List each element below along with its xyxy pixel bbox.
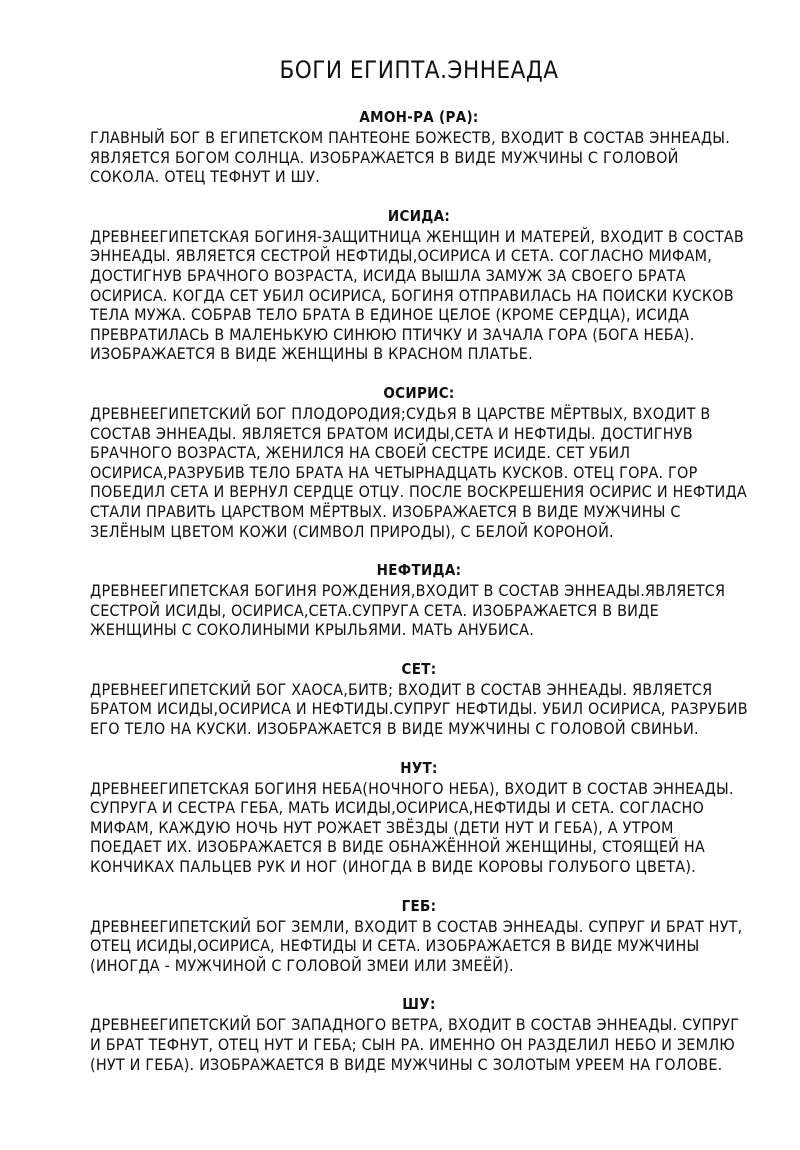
- entry-neftida: [90, 561, 748, 640]
- entry-heading: ОСИРИС:: [383, 383, 455, 402]
- page-title: БОГИ ЕГИПТА.ЭННЕАДА: [279, 56, 559, 84]
- entry-isida: [90, 207, 748, 364]
- entry-heading: ИСИДА:: [387, 206, 451, 225]
- entry-body: ДРЕВНЕЕГИПЕТСКАЯ БОГИНЯ-ЗАЩИТНИЦА ЖЕНЩИН И МАТЕРЕЙ, ВХОДИТ В СОСТАВ ЭННЕАДЫ. ЯВЛЯЕТСЯ СЕСТРОЙ НЕФТИДЫ,ОСИРИСА И СЕТА. СОГЛАСНО МИФАМ, ДОСТИГНУВ БРАЧНОГО ВОЗРАСТА, ИСИДА ВЫШЛА ЗАМУЖ ЗА СВОЕГО БРАТА ОСИРИСА. КОГДА СЕТ УБИЛ ОСИРИСА, БОГИНЯ ОТПРАВИЛАСЬ НА ПОИСКИ КУСКОВ ТЕЛА МУЖА. СОБРАВ ТЕЛО БРАТА В ЕДИНОЕ ЦЕЛОЕ (КРОМЕ СЕРДЦА), ИСИДА ПРЕВРАТИЛАСЬ В МАЛЕНЬКУЮ СИНЮЮ ПТИЧКУ И ЗАЧАЛА ГОРА (БОГА НЕБА). ИЗОБРАЖАЕТСЯ В ВИДЕ ЖЕНЩИНЫ В КРАСНОМ ПЛАТЬЕ.: [90, 226, 744, 364]
- entry-amon-ra: [90, 108, 748, 187]
- entry-heading: НЕФТИДА:: [376, 561, 462, 580]
- entry-geb: [90, 897, 748, 976]
- entry-heading: ШУ:: [402, 995, 436, 1014]
- entry-heading: НУТ:: [400, 758, 438, 777]
- entry-shu: [90, 995, 748, 1074]
- entry-body: ГЛАВНЫЙ БОГ В ЕГИПЕТСКОМ ПАНТЕОНЕ БОЖЕСТВ, ВХОДИТ В СОСТАВ ЭННЕАДЫ. ЯВЛЯЕТСЯ БОГОМ СОЛНЦА. ИЗОБРАЖАЕТСЯ В ВИДЕ МУЖЧИНЫ С ГОЛОВОЙ СОКОЛА. ОТЕЦ ТЕФНУТ И ШУ.: [90, 128, 730, 187]
- entry-body: ДРЕВНЕЕГИПЕТСКИЙ БОГ ХАОСА,БИТВ; ВХОДИТ В СОСТАВ ЭННЕАДЫ. ЯВЛЯЕТСЯ БРАТОМ ИСИДЫ,ОСИРИСА И НЕФТИДЫ.СУПРУГ НЕФТИДЫ. УБИЛ ОСИРИСА, РАЗРУБИВ ЕГО ТЕЛО НА КУСКИ. ИЗОБРАЖАЕТСЯ В ВИДЕ МУЖЧИНЫ С ГОЛОВОЙ СВИНЬИ.: [90, 679, 748, 739]
- entry-nut: [90, 759, 748, 877]
- entry-body: ДРЕВНЕЕГИПЕТСКИЙ БОГ ЗАПАДНОГО ВЕТРА, ВХОДИТ В СОСТАВ ЭННЕАДЫ. СУПРУГ И БРАТ ТЕФНУТ, ОТЕЦ НУТ И ГЕБА; СЫН РА. ИМЕННО ОН РАЗДЕЛИЛ НЕБО И ЗЕМЛЮ (НУТ И ГЕБА). ИЗОБРАЖАЕТСЯ В ВИДЕ МУЖЧИНЫ С ЗОЛОТЫМ УРЕЕМ НА ГОЛОВЕ.: [90, 1015, 740, 1074]
- entry-set: [90, 660, 748, 739]
- entry-body: ДРЕВНЕЕГИПЕТСКИЙ БОГ ЗЕМЛИ, ВХОДИТ В СОСТАВ ЭННЕАДЫ. СУПРУГ И БРАТ НУТ, ОТЕЦ ИСИДЫ,ОСИРИСА, НЕФТИДЫ И СЕТА. ИЗОБРАЖАЕТСЯ В ВИДЕ МУЖЧИНЫ (ИНОГДА - МУЖЧИНОЙ С ГОЛОВОЙ ЗМЕИ ИЛИ ЗМЕЁЙ).: [90, 916, 743, 975]
- entry-osiris: [90, 384, 748, 541]
- entry-heading: АМОН-РА (РА):: [359, 108, 479, 126]
- entry-body: ДРЕВНЕЕГИПЕТСКАЯ БОГИНЯ РОЖДЕНИЯ,ВХОДИТ В СОСТАВ ЭННЕАДЫ.ЯВЛЯЕТСЯ СЕСТРОЙ ИСИДЫ, ОСИРИСА,СЕТА.СУПРУГА СЕТА. ИЗОБРАЖАЕТСЯ В ВИДЕ ЖЕНЩИНЫ С СОКОЛИНЫМИ КРЫЛЬЯМИ. МАТЬ АНУБИСА.: [90, 581, 726, 640]
- entry-body: ДРЕВНЕЕГИПЕТСКАЯ БОГИНЯ НЕБА(НОЧНОГО НЕБА), ВХОДИТ В СОСТАВ ЭННЕАДЫ. СУПРУГА И СЕСТРА ГЕБА, МАТЬ ИСИДЫ,ОСИРИСА,НЕФТИДЫ И СЕТА. СОГЛАСНО МИФАМ, КАЖДУЮ НОЧЬ НУТ РОЖАЕТ ЗВЁЗДЫ (ДЕТИ НУТ И ГЕБА), А УТРОМ ПОЕДАЕТ ИХ. ИЗОБРАЖАЕТСЯ В ВИДЕ ОБНАЖЁННОЙ ЖЕНЩИНЫ, СТОЯЩЕЙ НА КОНЧИКАХ ПАЛЬЦЕВ РУК И НОГ (ИНОГДА В ВИДЕ КОРОВЫ ГОЛУБОГО ЦВЕТА).: [90, 778, 734, 877]
- entry-body: ДРЕВНЕЕГИПЕТСКИЙ БОГ ПЛОДОРОДИЯ;СУДЬЯ В ЦАРСТВЕ МЁРТВЫХ, ВХОДИТ В СОСТАВ ЭННЕАДЫ. ЯВЛЯЕТСЯ БРАТОМ ИСИДЫ,СЕТА И НЕФТИДЫ. ДОСТИГНУВ БРАЧНОГО ВОЗРАСТА, ЖЕНИЛСЯ НА СВОЕЙ СЕСТРЕ ИСИДЕ. СЕТ УБИЛ ОСИРИСА,РАЗРУБИВ ТЕЛО БРАТА НА ЧЕТЫРНАДЦАТЬ КУСКОВ. ОТЕЦ ГОРА. ГОР ПОБЕДИЛ СЕТА И ВЕРНУЛ СЕРДЦЕ ОТЦУ. ПОСЛЕ ВОСКРЕШЕНИЯ ОСИРИС И НЕФТИДА СТАЛИ ПРАВИТЬ ЦАРСТВОМ МЁРТВЫХ. ИЗОБРАЖАЕТСЯ В ВИДЕ МУЖЧИНЫ С ЗЕЛЁНЫМ ЦВЕТОМ КОЖИ (СИМВОЛ ПРИРОДЫ), С БЕЛОЙ КОРОНОЙ.: [90, 403, 747, 541]
- entry-heading: СЕТ:: [401, 659, 437, 678]
- entry-heading: ГЕБ:: [401, 896, 437, 915]
